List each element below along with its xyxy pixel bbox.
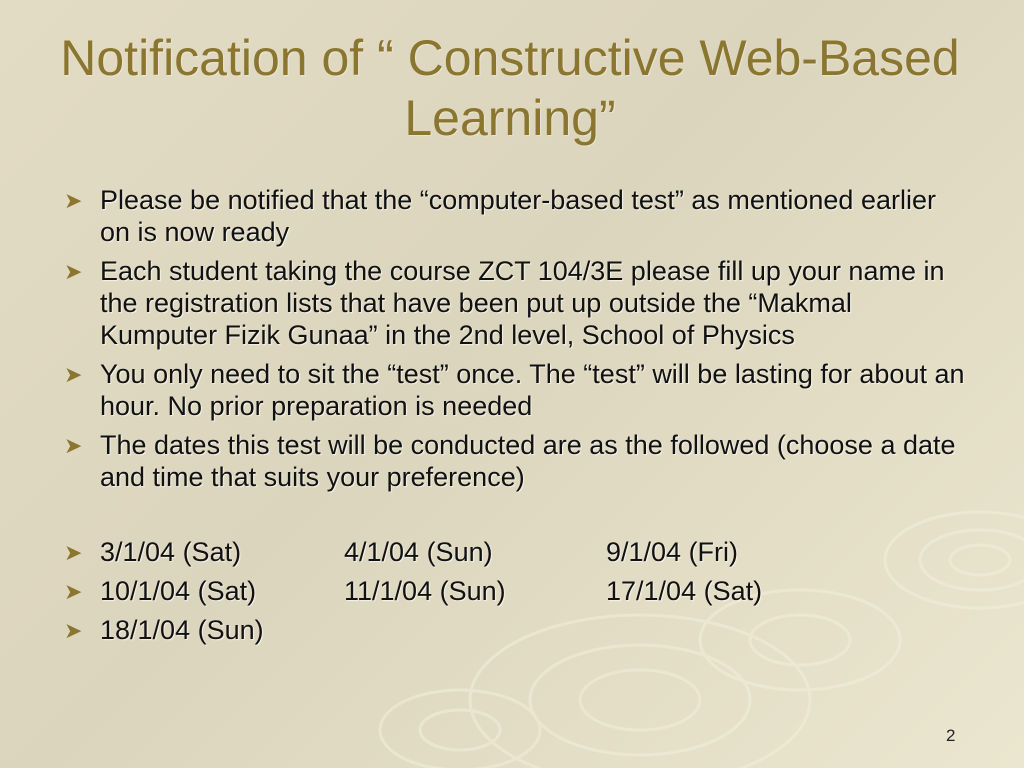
bullet-text: Each student taking the course ZCT 104/3E please fill up your name in the registration lists that have been put up outside the “Makmal Kumputer Fizik Gunaa” in the 2nd level, School of Physics <box>100 256 945 350</box>
bullet-item <box>62 429 972 493</box>
bullet-item <box>62 184 972 248</box>
slide-body <box>62 184 972 653</box>
arrow-bullet-icon: ➤ <box>64 540 83 565</box>
arrow-bullet-icon: ➤ <box>64 618 83 643</box>
date-option: 17/1/04 (Sat) <box>606 576 763 606</box>
date-option: 18/1/04 (Sun) <box>100 615 264 645</box>
bullet-item <box>62 358 972 422</box>
bullet-item <box>62 255 972 351</box>
date-row <box>62 614 972 646</box>
date-option: 3/1/04 (Sat) <box>100 537 242 567</box>
date-option: 10/1/04 (Sat) <box>100 576 257 606</box>
page-number: 2 <box>946 726 956 745</box>
date-option: 9/1/04 (Fri) <box>606 537 739 567</box>
bullet-text: You only need to sit the “test” once. The “test” will be lasting for about an hour. No prior preparation is needed <box>100 359 965 421</box>
date-row <box>62 575 972 607</box>
arrow-bullet-icon: ➤ <box>64 362 83 387</box>
spacer <box>62 500 972 536</box>
slide-title: Notification of “ Constructive Web-Based Learning” <box>60 30 960 146</box>
arrow-bullet-icon: ➤ <box>64 259 83 284</box>
arrow-bullet-icon: ➤ <box>64 188 83 213</box>
date-option: 11/1/04 (Sun) <box>344 576 506 606</box>
date-row <box>62 536 972 568</box>
bullet-text: Please be notified that the “computer-based test” as mentioned earlier on is now ready <box>100 185 936 247</box>
date-option: 4/1/04 (Sun) <box>344 537 493 567</box>
arrow-bullet-icon: ➤ <box>64 579 83 604</box>
bullet-text: The dates this test will be conducted are as the followed (choose a date and time that suits your preference) <box>100 430 956 492</box>
arrow-bullet-icon: ➤ <box>64 433 83 458</box>
